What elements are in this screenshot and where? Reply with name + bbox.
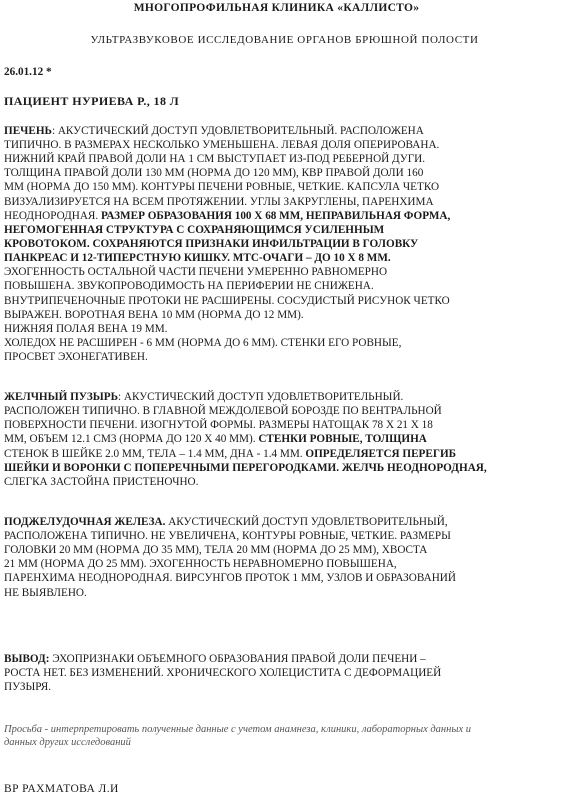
conclusion-title: ВЫВОД: <box>4 653 50 665</box>
gallbladder-line-2: РАСПОЛОЖЕН ТИПИЧНО. В ГЛАВНОЙ МЕЖДОЛЕВОЙ БОРОЗДЕ ПО ВЕНТРАЛЬНОЙ <box>4 405 442 417</box>
gallbladder-line-7: СЛЕГКА ЗАСТОЙНА ПРИСТЕНОЧНО. <box>4 476 199 488</box>
conclusion-line-3: ПУЗЫРЯ. <box>4 681 51 693</box>
pancreas-line-3: ГОЛОВКИ 20 ММ (НОРМА ДО 35 ММ), ТЕЛА 20 ММ (НОРМА ДО 25 ММ), ХВОСТА <box>4 544 428 556</box>
liver-line-8: НЕГОМОГЕННАЯ СТРУКТУРА С СОХРАНЯЮЩИМСЯ УСИЛЕННЫМ <box>4 224 385 236</box>
patient-name: ПАЦИЕНТ НУРИЕВА Р., 18 Л <box>4 94 180 108</box>
liver-line-15: НИЖНЯЯ ПОЛАЯ ВЕНА 19 ММ. <box>4 323 168 335</box>
pancreas-line-5: ПАРЕНХИМА НЕОДНОРОДНАЯ. ВИРСУНГОВ ПРОТОК 1 ММ, УЗЛОВ И ОБРАЗОВАНИЙ <box>4 572 456 584</box>
liver-line-14: ВЫРАЖЕН. ВОРОТНАЯ ВЕНА 10 ММ (НОРМА ДО 12 ММ). <box>4 309 304 321</box>
liver-line-11: ЭХОГЕННОСТЬ ОСТАЛЬНОЙ ЧАСТИ ПЕЧЕНИ УМЕРЕННО РАВНОМЕРНО <box>4 266 388 278</box>
liver-line-2: ТИПИЧНО. В РАЗМЕРАХ НЕСКОЛЬКО УМЕНЬШЕНА. ЛЕВАЯ ДОЛЯ ОПЕРИРОВАНА. <box>4 139 440 151</box>
note-line-2: данных других исследований <box>4 737 131 748</box>
liver-line-10: ПАНКРЕАС И 12-ТИПЕРСТНУЮ КИШКУ. МТС-ОЧАГИ – ДО 10 Х 8 ММ. <box>4 252 391 264</box>
gallbladder-line-5: СТЕНОК В ШЕЙКЕ 2.0 ММ, ТЕЛА – 1.4 ММ, ДНА - 1.4 ММ. ОПРЕДЕЛЯЕТСЯ ПЕРЕГИБ <box>4 448 457 460</box>
liver-line-9: КРОВОТОКОМ. СОХРАНЯЮТСЯ ПРИЗНАКИ ИНФИЛЬТРАЦИИ В ГОЛОВКУ <box>4 238 419 250</box>
pancreas-line-4: 21 ММ (НОРМА ДО 25 ММ). ЭХОГЕННОСТЬ НЕРАВНОМЕРНО ПОВЫШЕНА, <box>4 558 397 570</box>
liver-line-12: ПОВЫШЕНА. ЗВУКОПРОВОДИМОСТЬ НА ПЕРИФЕРИИ НЕ СНИЖЕНА. <box>4 280 374 292</box>
note-line-1: Просьба - интерпретировать полученные данные с учетом анамнеза, клиники, лабораторных данных и <box>4 724 471 735</box>
gallbladder-line-3: ПОВЕРХНОСТИ ПЕЧЕНИ. ИЗОГНУТОЙ ФОРМЫ. РАЗМЕРЫ НАТОЩАК 78 Х 21 Х 18 <box>4 419 433 431</box>
liver-line-6: ВИЗУАЛИЗИРУЕТСЯ НА ВСЕМ ПРОТЯЖЕНИИ. УГЛЫ ЗАКРУГЛЕНЫ, ПАРЕНХИМА <box>4 196 434 208</box>
gallbladder-line-4: ММ, ОБЪЕМ 12.1 СМ3 (НОРМА ДО 120 Х 40 ММ). СТЕНКИ РОВНЫЕ, ТОЛЩИНА <box>4 433 427 445</box>
conclusion-line-1: ВЫВОД: ЭХОПРИЗНАКИ ОБЪЕМНОГО ОБРАЗОВАНИЯ ПРАВОЙ ДОЛИ ПЕЧЕНИ – <box>4 653 426 665</box>
liver-line-16: ХОЛЕДОХ НЕ РАСШИРЕН - 6 ММ (НОРМА ДО 6 ММ). СТЕНКИ ЕГО РОВНЫЕ, <box>4 337 402 349</box>
liver-line-4: ТОЛЩИНА ПРАВОЙ ДОЛИ 130 ММ (НОРМА ДО 120 ММ), КВР ПРАВОЙ ДОЛИ 160 <box>4 167 424 179</box>
report-date: 26.01.12 * <box>4 66 52 78</box>
clinic-name: МНОГОПРОФИЛЬНАЯ КЛИНИКА «КАЛЛИСТО» <box>133 2 420 14</box>
conclusion-line-2: РОСТА НЕТ. БЕЗ ИЗМЕНЕНИЙ. ХРОНИЧЕСКОГО ХОЛЕЦИСТИТА С ДЕФОРМАЦИЕЙ <box>4 667 442 679</box>
liver-title: ПЕЧЕНЬ <box>4 125 52 137</box>
doctor-signature: ВР РАХМАТОВА Л.И <box>4 783 119 795</box>
pancreas-line-2: РАСПОЛОЖЕНА ТИПИЧНО. НЕ УВЕЛИЧЕНА, КОНТУРЫ РОВНЫЕ, ЧЕТКИЕ. РАЗМЕРЫ <box>4 530 451 542</box>
pancreas-title: ПОДЖЕЛУДОЧНАЯ ЖЕЛЕЗА. <box>4 516 166 528</box>
gallbladder-line-1: ЖЕЛЧНЫЙ ПУЗЫРЬ: АКУСТИЧЕСКИЙ ДОСТУП УДОВЛЕТВОРИТЕЛЬНЫЙ. <box>4 391 404 403</box>
liver-line-1: ПЕЧЕНЬ: АКУСТИЧЕСКИЙ ДОСТУП УДОВЛЕТВОРИТЕЛЬНЫЙ. РАСПОЛОЖЕНА <box>4 125 424 137</box>
pancreas-line-1: ПОДЖЕЛУДОЧНАЯ ЖЕЛЕЗА. АКУСТИЧЕСКИЙ ДОСТУП УДОВЛЕТВОРИТЕЛЬНЫЙ, <box>4 516 448 528</box>
gallbladder-line-6: ШЕЙКИ И ВОРОНКИ С ПОПЕРЕЧНЫМИ ПЕРЕГОРОДКАМИ. ЖЕЛЧЬ НЕОДНОРОДНАЯ, <box>4 462 487 474</box>
pancreas-line-6: НЕ ВЫЯВЛЕНО. <box>4 587 87 599</box>
liver-line-5: ММ (НОРМА ДО 150 ММ). КОНТУРЫ ПЕЧЕНИ РОВНЫЕ, ЧЕТКИЕ. КАПСУЛА ЧЕТКО <box>4 181 440 193</box>
liver-line-7: НЕОДНОРОДНАЯ. РАЗМЕР ОБРАЗОВАНИЯ 100 Х 68 ММ, НЕПРАВИЛЬНАЯ ФОРМА, <box>4 210 451 222</box>
liver-line-3: НИЖНИЙ КРАЙ ПРАВОЙ ДОЛИ НА 1 СМ ВЫСТУПАЕТ ИЗ-ПОД РЕБЕРНОЙ ДУГИ. <box>4 153 426 165</box>
gallbladder-title: ЖЕЛЧНЫЙ ПУЗЫРЬ <box>4 391 118 403</box>
liver-line-17: ПРОСВЕТ ЭХОНЕГАТИВЕН. <box>4 351 148 363</box>
study-title: УЛЬТРАЗВУКОВОЕ ИССЛЕДОВАНИЕ ОРГАНОВ БРЮШНОЙ ПОЛОСТИ <box>90 34 479 46</box>
liver-line-13: ВНУТРИПЕЧЕНОЧНЫЕ ПРОТОКИ НЕ РАСШИРЕНЫ. СОСУДИСТЫЙ РИСУНОК ЧЕТКО <box>4 295 450 307</box>
